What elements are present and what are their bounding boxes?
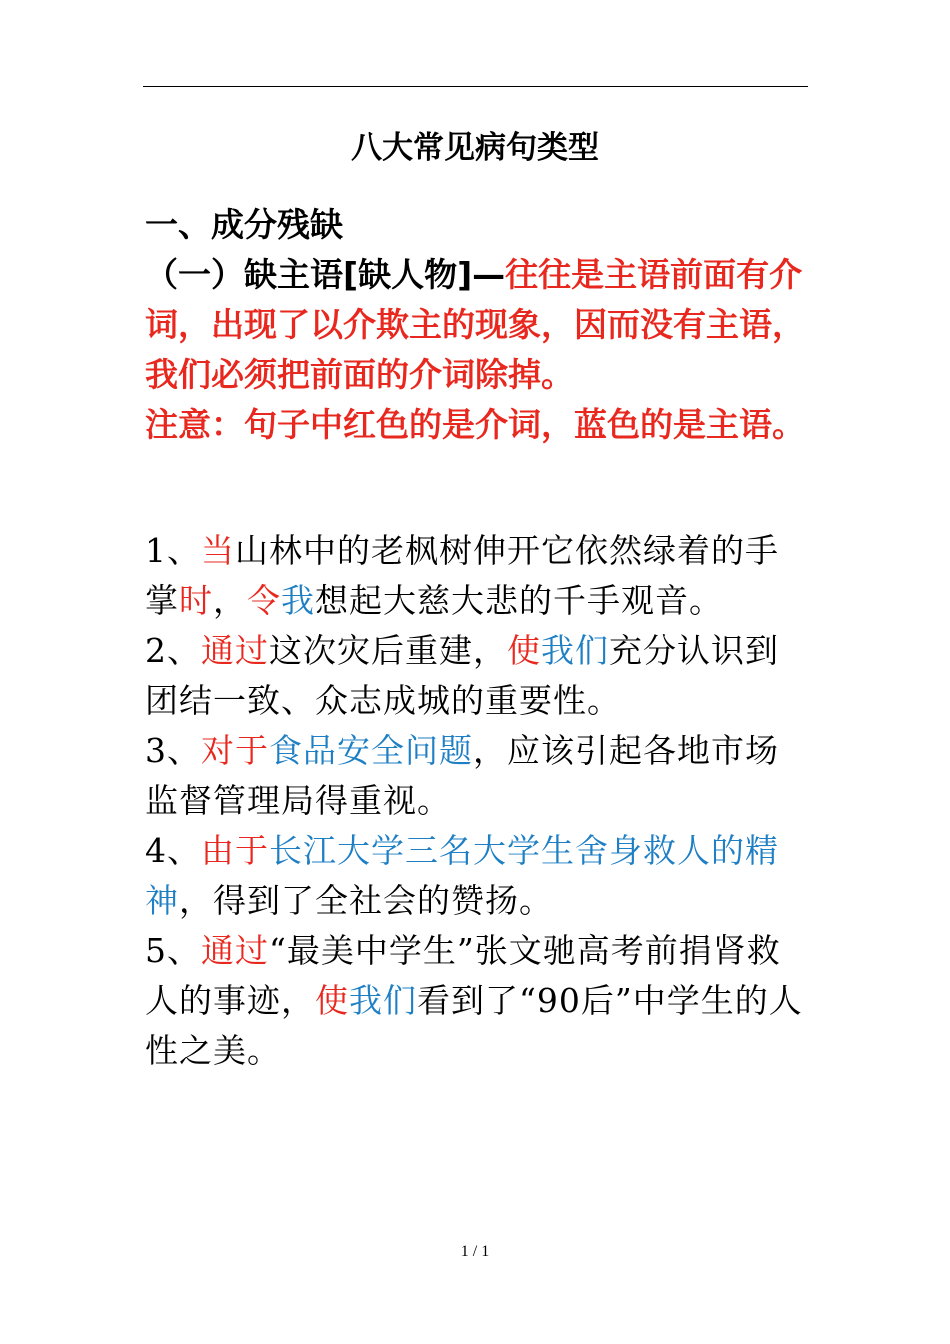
example-5 xyxy=(145,926,810,1076)
example-number: 3、 xyxy=(145,731,201,770)
example-segment-preposition: 当 xyxy=(201,531,235,570)
example-segment-text: 看到了“90后”中学生的人性之美。 xyxy=(145,981,803,1070)
example-segment-preposition: 由于 xyxy=(201,831,269,870)
example-1 xyxy=(145,526,810,626)
example-number: 4、 xyxy=(145,831,201,870)
example-segment-subject: 我 xyxy=(281,581,315,620)
example-segment-subject: 我们 xyxy=(541,631,609,670)
rule-note: 注意：句子中红色的是介词，蓝色的是主语。 xyxy=(145,405,805,444)
rule-paragraph xyxy=(145,250,810,400)
example-segment-preposition: 对于 xyxy=(201,731,269,770)
example-4 xyxy=(145,826,810,926)
example-segment-text: 这次灾后重建， xyxy=(269,631,507,670)
example-segment-preposition: 使 xyxy=(507,631,541,670)
example-3 xyxy=(145,726,810,826)
example-segment-subject: 长江大学三名大学生舍身救人的精神 xyxy=(145,831,779,920)
example-number: 2、 xyxy=(145,631,201,670)
page-number: 1 / 1 xyxy=(460,1243,490,1260)
page-title: 八大常见病句类型 xyxy=(351,130,599,166)
example-segment-preposition: 通过 xyxy=(201,931,269,970)
example-segment-preposition: 时 xyxy=(179,581,213,620)
example-segment-text: 想起大慈大悲的千手观音。 xyxy=(315,581,723,620)
example-segment-text: “最美中学生”张文驰高考前捐肾救人的事迹， xyxy=(145,931,781,1020)
example-2 xyxy=(145,626,810,726)
section-heading: 一、成分残缺 xyxy=(145,205,343,244)
example-segment-text: 山林中的老枫树伸开它依然绿着的手掌 xyxy=(145,531,779,620)
rule-text: 往往是主语前面有介词，出现了以介欺主的现象，因而没有主语，我们必须把前面的介词除掉。 xyxy=(145,255,805,394)
example-segment-text: ，得到了全社会的赞扬。 xyxy=(179,881,553,920)
example-segment-subject: 食品安全问题 xyxy=(269,731,473,770)
document-body xyxy=(145,200,810,1076)
example-segment-subject: 我们 xyxy=(349,981,417,1020)
rule-lead: （一）缺主语[缺人物]— xyxy=(145,255,506,294)
example-segment-text: ， xyxy=(213,581,247,620)
example-segment-preposition: 使 xyxy=(315,981,349,1020)
example-segment-text: 充分认识到团结一致、众志成城的重要性。 xyxy=(145,631,779,720)
example-number: 1、 xyxy=(145,531,201,570)
header-rule xyxy=(143,86,808,87)
example-segment-preposition: 通过 xyxy=(201,631,269,670)
example-segment-text: ，应该引起各地市场监督管理局得重视。 xyxy=(145,731,779,820)
example-list xyxy=(145,526,810,1076)
example-number: 5、 xyxy=(145,931,201,970)
example-segment-preposition: 令 xyxy=(247,581,281,620)
